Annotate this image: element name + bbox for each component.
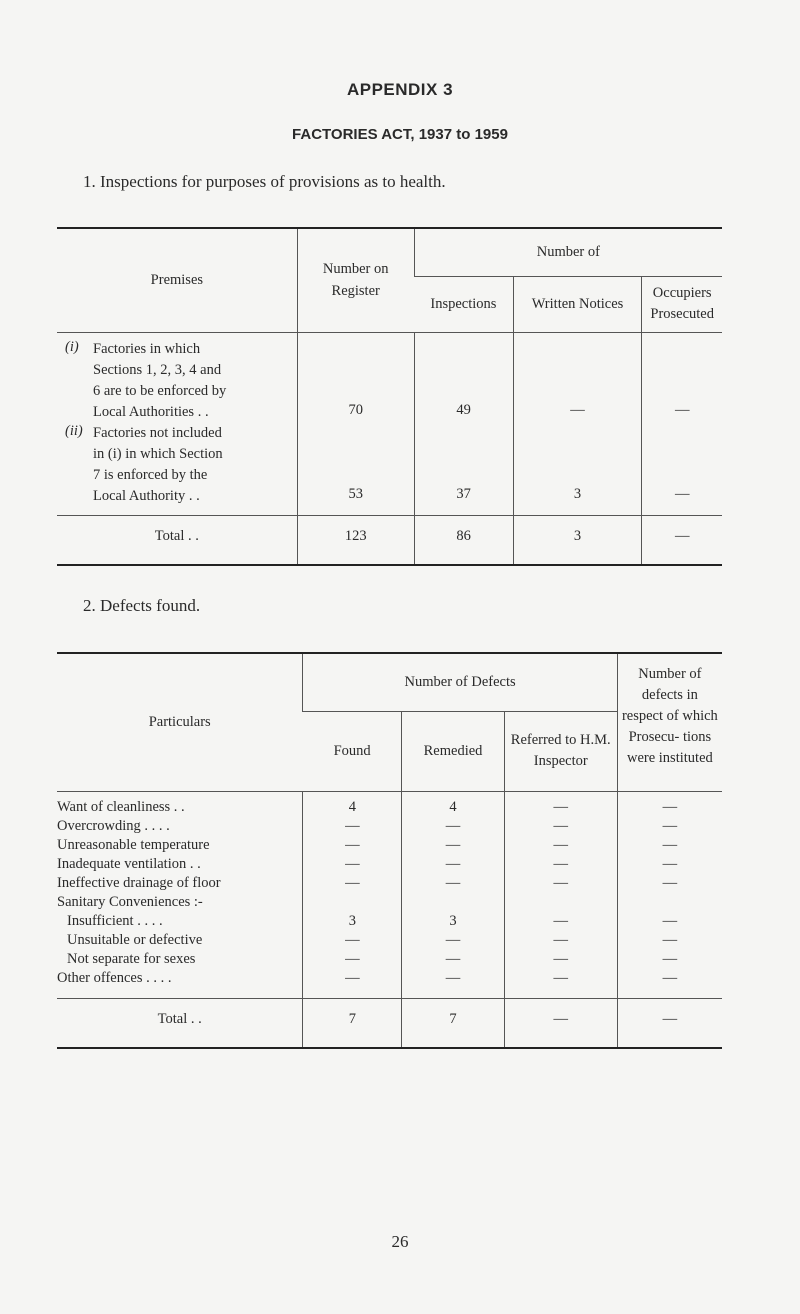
page-number: 26 (391, 1232, 409, 1251)
particulars-header: Particulars (57, 653, 303, 791)
referred-header: Referred to H.M. Inspector (504, 711, 617, 791)
premises-header: Premises (57, 228, 297, 332)
prosecuted-values: — — (642, 332, 722, 515)
list-item: Ineffective drainage of floor (57, 874, 221, 891)
inspections-table (57, 227, 722, 566)
appendix-title: APPENDIX 3 (346, 80, 454, 99)
list-item: Want of cleanliness . . (57, 798, 185, 815)
remedied-values: 4 — — — — 3 — — — (402, 791, 504, 998)
list-item: Sanitary Conveniences :- (57, 893, 203, 910)
defects-total-row: Total . . 7 7 — — (57, 998, 722, 1048)
list-item: Insufficient . . . . (67, 912, 163, 929)
found-header: Found (303, 711, 402, 791)
prosecutions-header: Number of defects in respect of which Prosecu- tions were instituted (617, 653, 722, 791)
section2-heading: 2. Defects found. (83, 596, 201, 615)
register-values: 70 53 (297, 332, 414, 515)
register-header: Number on Register (297, 228, 414, 332)
remedied-header: Remedied (402, 711, 504, 791)
written-values: — 3 (513, 332, 642, 515)
list-item: Overcrowding . . . . (57, 817, 170, 834)
prosecutions-values: — — — — — — — — — (617, 791, 722, 998)
found-values: 4 — — — — 3 — — — (303, 791, 402, 998)
defects-header: Number of Defects (303, 653, 617, 711)
premises-item-i: (i) Factories in which Sections 1, 2, 3, 4 and 6 are to be enforced by Local Authorities . . (65, 338, 227, 420)
referred-values: — — — — — — — — — (504, 791, 617, 998)
premises-cell (57, 332, 297, 515)
occupiers-prosecuted-header: Occupiers Prosecuted (642, 276, 722, 332)
section1-heading: 1. Inspections for purposes of provisions as to health. (83, 172, 446, 191)
list-item: Unsuitable or defective (67, 931, 203, 948)
defects-table (57, 652, 722, 1049)
list-item: Other offences . . . . (57, 969, 172, 986)
particulars-cell (57, 791, 303, 998)
inspections-header: Inspections (414, 276, 513, 332)
act-title: FACTORIES ACT, 1937 to 1959 (292, 126, 508, 143)
inspections-total-row: Total . . 123 86 3 — (57, 515, 722, 565)
number-of-header: Number of (414, 228, 722, 276)
premises-item-ii: (ii) Factories not included in (i) in which Section 7 is enforced by the Local Authority . . (65, 422, 223, 504)
inspections-values: 49 37 (414, 332, 513, 515)
list-item: Inadequate ventilation . . (57, 855, 201, 872)
list-item: Not separate for sexes (67, 950, 196, 967)
list-item: Unreasonable temperature (57, 836, 210, 853)
written-notices-header: Written Notices (513, 276, 642, 332)
